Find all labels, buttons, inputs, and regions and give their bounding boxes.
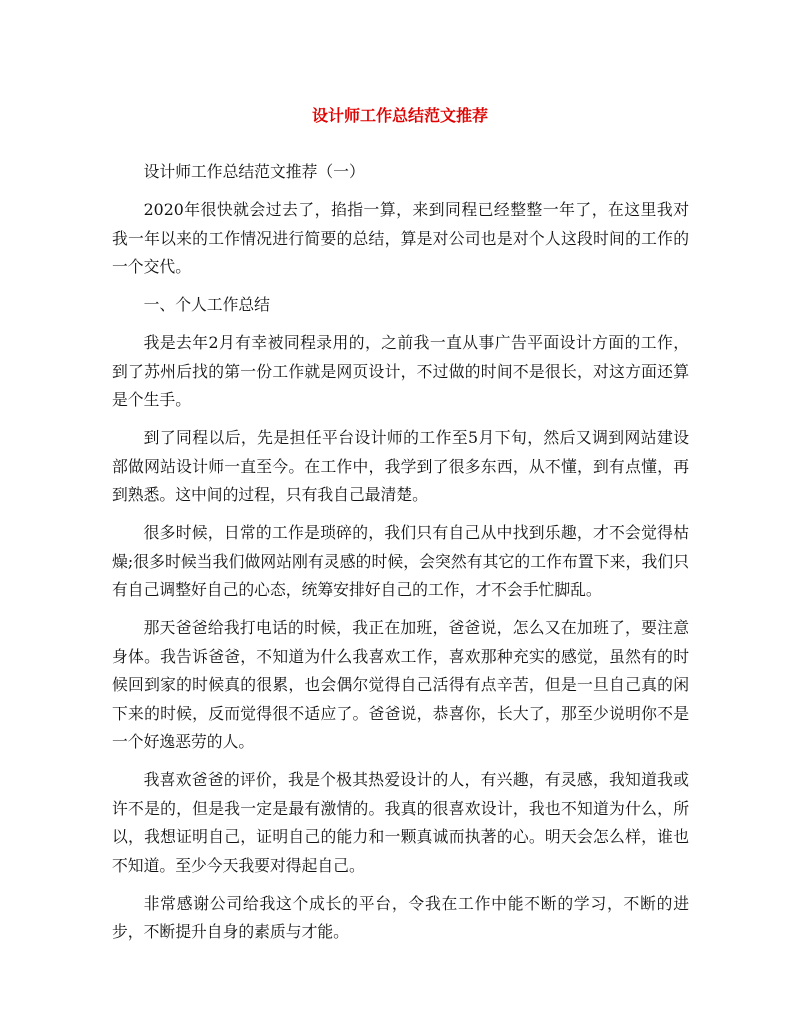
paragraph: 那天爸爸给我打电话的时候，我正在加班，爸爸说，怎么又在加班了，要注意身体。我告诉爸爸，不知道为什么我喜欢工作，喜欢那种充实的感觉，虽然有的时候回到家的时候真的很累，也会偶尔觉得自己活得有点辛苦，但是一旦自己真的闲下来的时候，反而觉得很不适应了。爸爸说，恭喜你，长大了，那至少说明你不是一个好逸恶劳的人。 — [112, 618, 689, 751]
document-body — [112, 158, 689, 956]
paragraph: 我是去年2月有幸被同程录用的，之前我一直从事广告平面设计方面的工作，到了苏州后找的第一份工作就是网页设计，不过做的时间不是很长，对这方面还算是个生手。 — [112, 333, 689, 409]
paragraph-intro: 2020年很快就会过去了，掐指一算，来到同程已经整整一年了，在这里我对我一年以来的工作情况进行简要的总结，算是对公司也是对个人这段时间的工作的一个交代。 — [112, 200, 689, 276]
document-title: 设计师工作总结范文推荐 — [311, 106, 488, 125]
paragraph: 我喜欢爸爸的评价，我是个极其热爱设计的人，有兴趣，有灵感，我知道我或许不是的，但是我一定是最有激情的。我真的很喜欢设计，我也不知道为什么，所以，我想证明自己，证明自己的能力和一颗真诚而执著的心。明天会怎么样，谁也不知道。至少今天我要对得起自己。 — [112, 770, 689, 875]
paragraph: 非常感谢公司给我这个成长的平台，令我在工作中能不断的学习，不断的进步，不断提升自身的素质与才能。 — [112, 893, 689, 941]
paragraph: 到了同程以后，先是担任平台设计师的工作至5月下旬，然后又调到网站建设部做网站设计师一直至今。在工作中，我学到了很多东西，从不懂，到有点懂，再到熟悉。这中间的过程，只有我自己最清楚。 — [112, 428, 689, 504]
section-heading: 一、个人工作总结 — [143, 295, 270, 314]
paragraph-subtitle: 设计师工作总结范文推荐（一） — [143, 162, 365, 181]
paragraph: 很多时候，日常的工作是琐碎的，我们只有自己从中找到乐趣，才不会觉得枯燥;很多时候当我们做网站刚有灵感的时候，会突然有其它的工作布置下来，我们只有自己调整好自己的心态，统筹安排好自己的工作，才不会手忙脚乱。 — [112, 523, 689, 599]
